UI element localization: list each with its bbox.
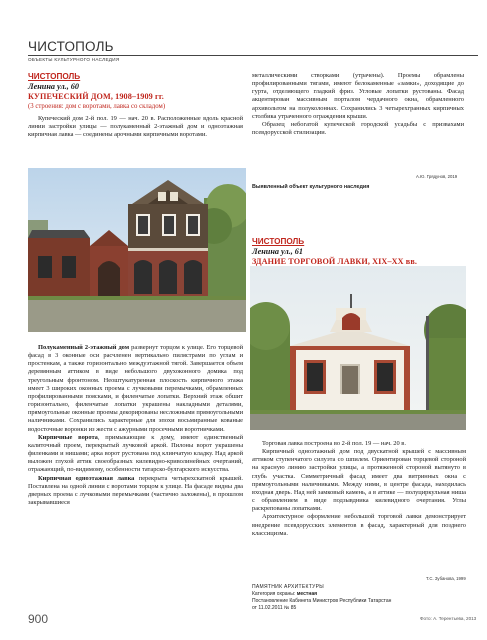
protection-category-value: местная [296,591,318,597]
running-title: ЧИСТОПОЛЬ [28,39,114,54]
gate-paragraph [28,434,243,475]
merchant-house-photo [28,168,246,332]
object1-status-caption: Выявленный объект культурного наследия [252,184,370,190]
object1-continuation [252,72,464,137]
shop-lead: Кирпичная одноэтажная лавка [38,474,135,482]
object1-description [28,344,243,507]
running-subtitle: ОБЪЕКТЫ КУЛЬТУРНОГО НАСЛЕДИЯ [28,57,120,62]
page-number: 900 [28,612,49,626]
protection-category-label: Категория охраны: [252,591,297,597]
object1-continuation-text: металлическими створками (утрачены). Проемы обрамлены профилированными тягами, имеют белокаменные «замки», доходящие до гурта, отделяющего гладкий фриз. Угловые лопатки рустованы. Фасад акцентирован массивным порталом чердачного окна, обрамленного архивольтом на полуколоннах. Сохранились 3 четырехгранных кирпичных столбика утраченного ограждения крыши. [252,72,464,120]
object2-conclusion: Архитектурное оформление небольшой торговой лавки демонстрирует внедрение псевдорусских элементов в фасад, характерный для позднего классицизма. [252,513,466,537]
object1-conclusion: Образец небогатой купеческой городской усадьбы с призвахами псевдорусской стилизации. [252,120,464,137]
object2-intro: Торговая лавка построена во 2-й пол. 19 — нач. 20 в. [262,440,406,447]
object1-subtitle: (3 строения: дом с воротами, лавка со складом) [28,103,166,110]
object2-protection [252,584,466,612]
protection-title: ПАМЯТНИК АРХИТЕКТУРЫ [252,584,324,590]
house-text: развернут торцом к улице. Его торцевой фасад в 3 оконные оси расчленен вертикально пилястрами по углам и простенкам, а также горизонтально междуэтажной тягой. Завершается объем деревянным аттиком в виде небольшого двухоконного домика под треугольным фронтоном. Неоштукатуренная плоскость кирпичного этажа имеет 3 широких оконных проема с лучковыми перемычками, обрамленных профилированными поясками, и филенчатые лопатки. Верхний этаж обшит горизонтально, филенчатые лопатки украшены накладными деталями, прямоугольные оконные проемы декорированы несложными прямоугольными наличниками. Сохранились характерные для эпохи восьмиранные кованые водосточные воронки из жести с ажурными просечными воротничками. [28,344,243,433]
object2-street: Ленина ул., 61 [252,247,303,256]
protection-decree: Постановление Кабинета Министров Республики Татарстан [252,598,392,604]
object2-body: Кирпичный одноэтажный дом под двускатной крышей с массивным аттиком ступенчатого силуэта со шпилем. Ориентирован торцевой стороной на красную линию застройки улицы, а протяженной стороной вытянуто в глубь участка. Симметричный фасад имеет два витринных окна с прямоугольными наличниками. Между ними, в центре фасада, находилась входная дверь. Над ней замковый камень, а в аттике — полуциркульная ниша с обрамлением в виде подзывдника килевидного очертания. Углы раскрепованы лопатками. [252,448,466,513]
house-lead: Полукаменный 2-этажный дом [38,344,130,351]
shop-paragraph [28,475,243,508]
object1-heading [28,72,243,139]
object1-author: А.Ю. Грядунов, 2019 [416,174,458,179]
object2-description [252,440,466,538]
object2-name: ЗДАНИЕ ТОРГОВОЙ ЛАВКИ, XIX–XX вв. [252,257,417,266]
photo-credit: Фото: А. Терентьева, 2013 [420,616,477,621]
running-header [28,40,468,54]
shop-text: перекрыта четырехскатной крышей. Поставлена на одной линии с воротами торцом к улице. На фасаде видны два дверных проема с лучковыми перемычками (частично заложены), в прошлом закрывавшиеся [28,474,243,506]
object2-author: Т.С. Зубанова, 1999 [426,576,466,581]
header-rule [28,55,478,56]
object2-city: ЧИСТОПОЛЬ [252,237,305,246]
protection-decree-date: от 11.02.2011 № 85 [252,605,297,611]
object2-heading [252,237,467,267]
object1-city: ЧИСТОПОЛЬ [28,72,81,81]
gate-lead: Кирпичные ворота [38,433,98,441]
object1-intro: Купеческий дом 2-й пол. 19 — нач. 20 в. Расположенные вдоль красной линии застройки улицы — полукаменный 2-этажный дом и одноэтажная кирпичная лавка — соединены арочными кирпичными воротами. [28,115,243,139]
trading-shop-photo [250,266,466,430]
protection-category [252,591,466,598]
house-paragraph [28,344,243,434]
object1-street: Ленина ул., 60 [28,82,79,91]
gate-text: , примыкающие к дому, имеют единственный калиточный проем, перекрытый лучковой аркой. Пилоны ворот украшены филенками и нишами; арка ворот рустована под клинчатую кладку. Над аркой выложен глухой аттик своеобразных килевидно-криволинейных очертаний, отражающий, по-видимому, особенности татарско-булгарского искусства. [28,433,243,474]
object1-name: КУПЕЧЕСКИЙ ДОМ, 1908–1909 гг. [28,92,164,101]
